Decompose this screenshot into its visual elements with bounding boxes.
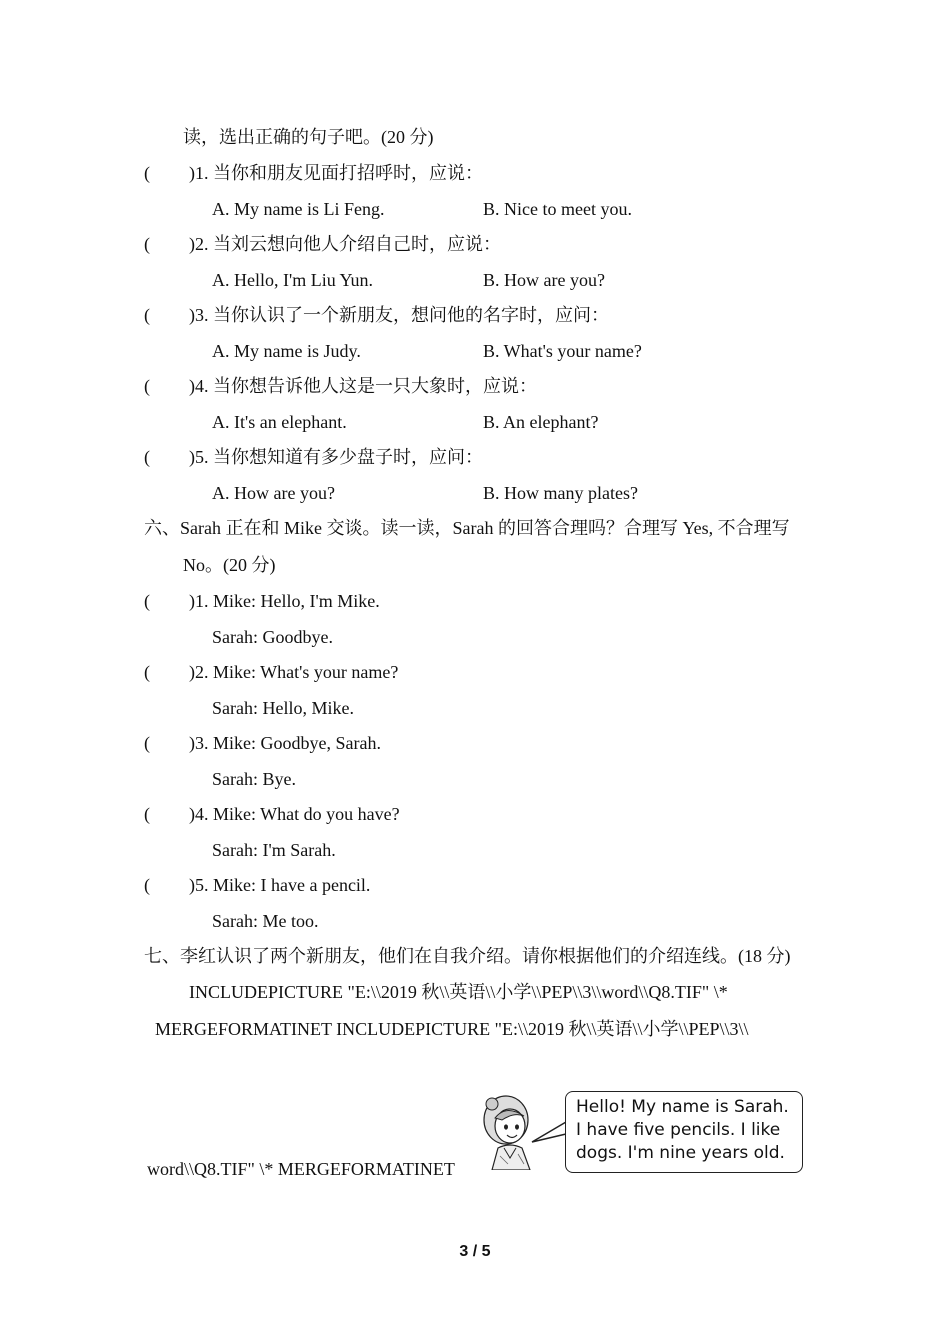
s6-q4 (144, 802, 400, 826)
s5-q1 (144, 161, 483, 185)
answer-blank[interactable]: ( (144, 376, 150, 396)
mike-line: )5. Mike: I have a pencil. (189, 875, 371, 895)
question-stem: )4. 当你想告诉他人这是一只大象时，应说： (189, 376, 537, 396)
answer-blank[interactable]: ( (144, 163, 150, 183)
answer-blank[interactable]: ( (144, 804, 150, 824)
s6-q4-sarah: Sarah: I'm Sarah. (212, 840, 336, 860)
s5-q3-option-a: A. My name is Judy. (212, 341, 361, 361)
answer-blank[interactable]: ( (144, 875, 150, 895)
s6-q1 (144, 589, 380, 613)
mike-line: )3. Mike: Goodbye, Sarah. (189, 733, 381, 753)
s6-q3-sarah: Sarah: Bye. (212, 769, 296, 789)
field-code-line3: word\\Q8.TIF" \* MERGEFORMATINET (147, 1159, 455, 1179)
answer-blank[interactable]: ( (144, 591, 150, 611)
s6-q5-sarah: Sarah: Me too. (212, 911, 319, 931)
s5-q3-option-b: B. What's your name? (483, 341, 642, 361)
s5-q2 (144, 232, 501, 256)
question-stem: )2. 当刘云想向他人介绍自己时，应说： (189, 234, 501, 254)
page-number: 3 / 5 (459, 1243, 491, 1260)
s5-q2-option-a: A. Hello, I'm Liu Yun. (212, 270, 374, 290)
s5-q4-option-a: A. It's an elephant. (212, 412, 347, 432)
speech-bubble (565, 1091, 803, 1173)
s6-q1-sarah: Sarah: Goodbye. (212, 627, 333, 647)
question-stem: )1. 当你和朋友见面打招呼时，应说： (189, 163, 483, 183)
section7-title: 七、李红认识了两个新朋友，他们在自我介绍。请你根据他们的介绍连线。(18 分) (144, 946, 791, 966)
speech-bubble-tail (530, 1118, 570, 1148)
mike-line: )4. Mike: What do you have? (189, 804, 400, 824)
section6-title-cont: No。(20 分) (183, 555, 276, 575)
s5-q2-option-b: B. How are you? (483, 270, 605, 290)
answer-blank[interactable]: ( (144, 305, 150, 325)
s5-q4 (144, 374, 537, 398)
field-code-line1: INCLUDEPICTURE "E:\\2019 秋\\英语\\小学\\PEP\\3\\word\\Q8.TIF" \* (189, 982, 728, 1002)
s5-q1-option-b: B. Nice to meet you. (483, 199, 632, 219)
bubble-line-3: dogs. I'm nine years old. (576, 1143, 785, 1163)
s5-q5-option-b: B. How many plates? (483, 483, 638, 503)
answer-blank[interactable]: ( (144, 234, 150, 254)
s5-q3 (144, 303, 609, 327)
answer-blank[interactable]: ( (144, 447, 150, 467)
s5-q4-option-b: B. An elephant? (483, 412, 599, 432)
question-stem: )3. 当你认识了一个新朋友，想问他的名字时，应问： (189, 305, 609, 325)
question-stem: )5. 当你想知道有多少盘子时，应问： (189, 447, 483, 467)
field-code-line2: MERGEFORMATINET INCLUDEPICTURE "E:\\2019 秋\\英语\\小学\\PEP\\3\\ (155, 1019, 749, 1039)
s6-q5 (144, 873, 370, 897)
mike-line: )1. Mike: Hello, I'm Mike. (189, 591, 380, 611)
bubble-line-2: I have five pencils. I like (576, 1120, 781, 1140)
s6-q3 (144, 731, 381, 755)
answer-blank[interactable]: ( (144, 733, 150, 753)
answer-blank[interactable]: ( (144, 662, 150, 682)
s5-q1-option-a: A. My name is Li Feng. (212, 199, 385, 219)
section5-instruction: 读，选出正确的句子吧。(20 分) (183, 127, 434, 147)
s5-q5 (144, 445, 483, 469)
bubble-line-1: Hello! My name is Sarah. (576, 1097, 789, 1117)
section6-title: 六、Sarah 正在和 Mike 交谈。读一读，Sarah 的回答合理吗？合理写 Yes, 不合理写 (144, 518, 790, 538)
s6-q2 (144, 660, 398, 684)
s5-q5-option-a: A. How are you? (212, 483, 335, 503)
mike-line: )2. Mike: What's your name? (189, 662, 399, 682)
s6-q2-sarah: Sarah: Hello, Mike. (212, 698, 354, 718)
